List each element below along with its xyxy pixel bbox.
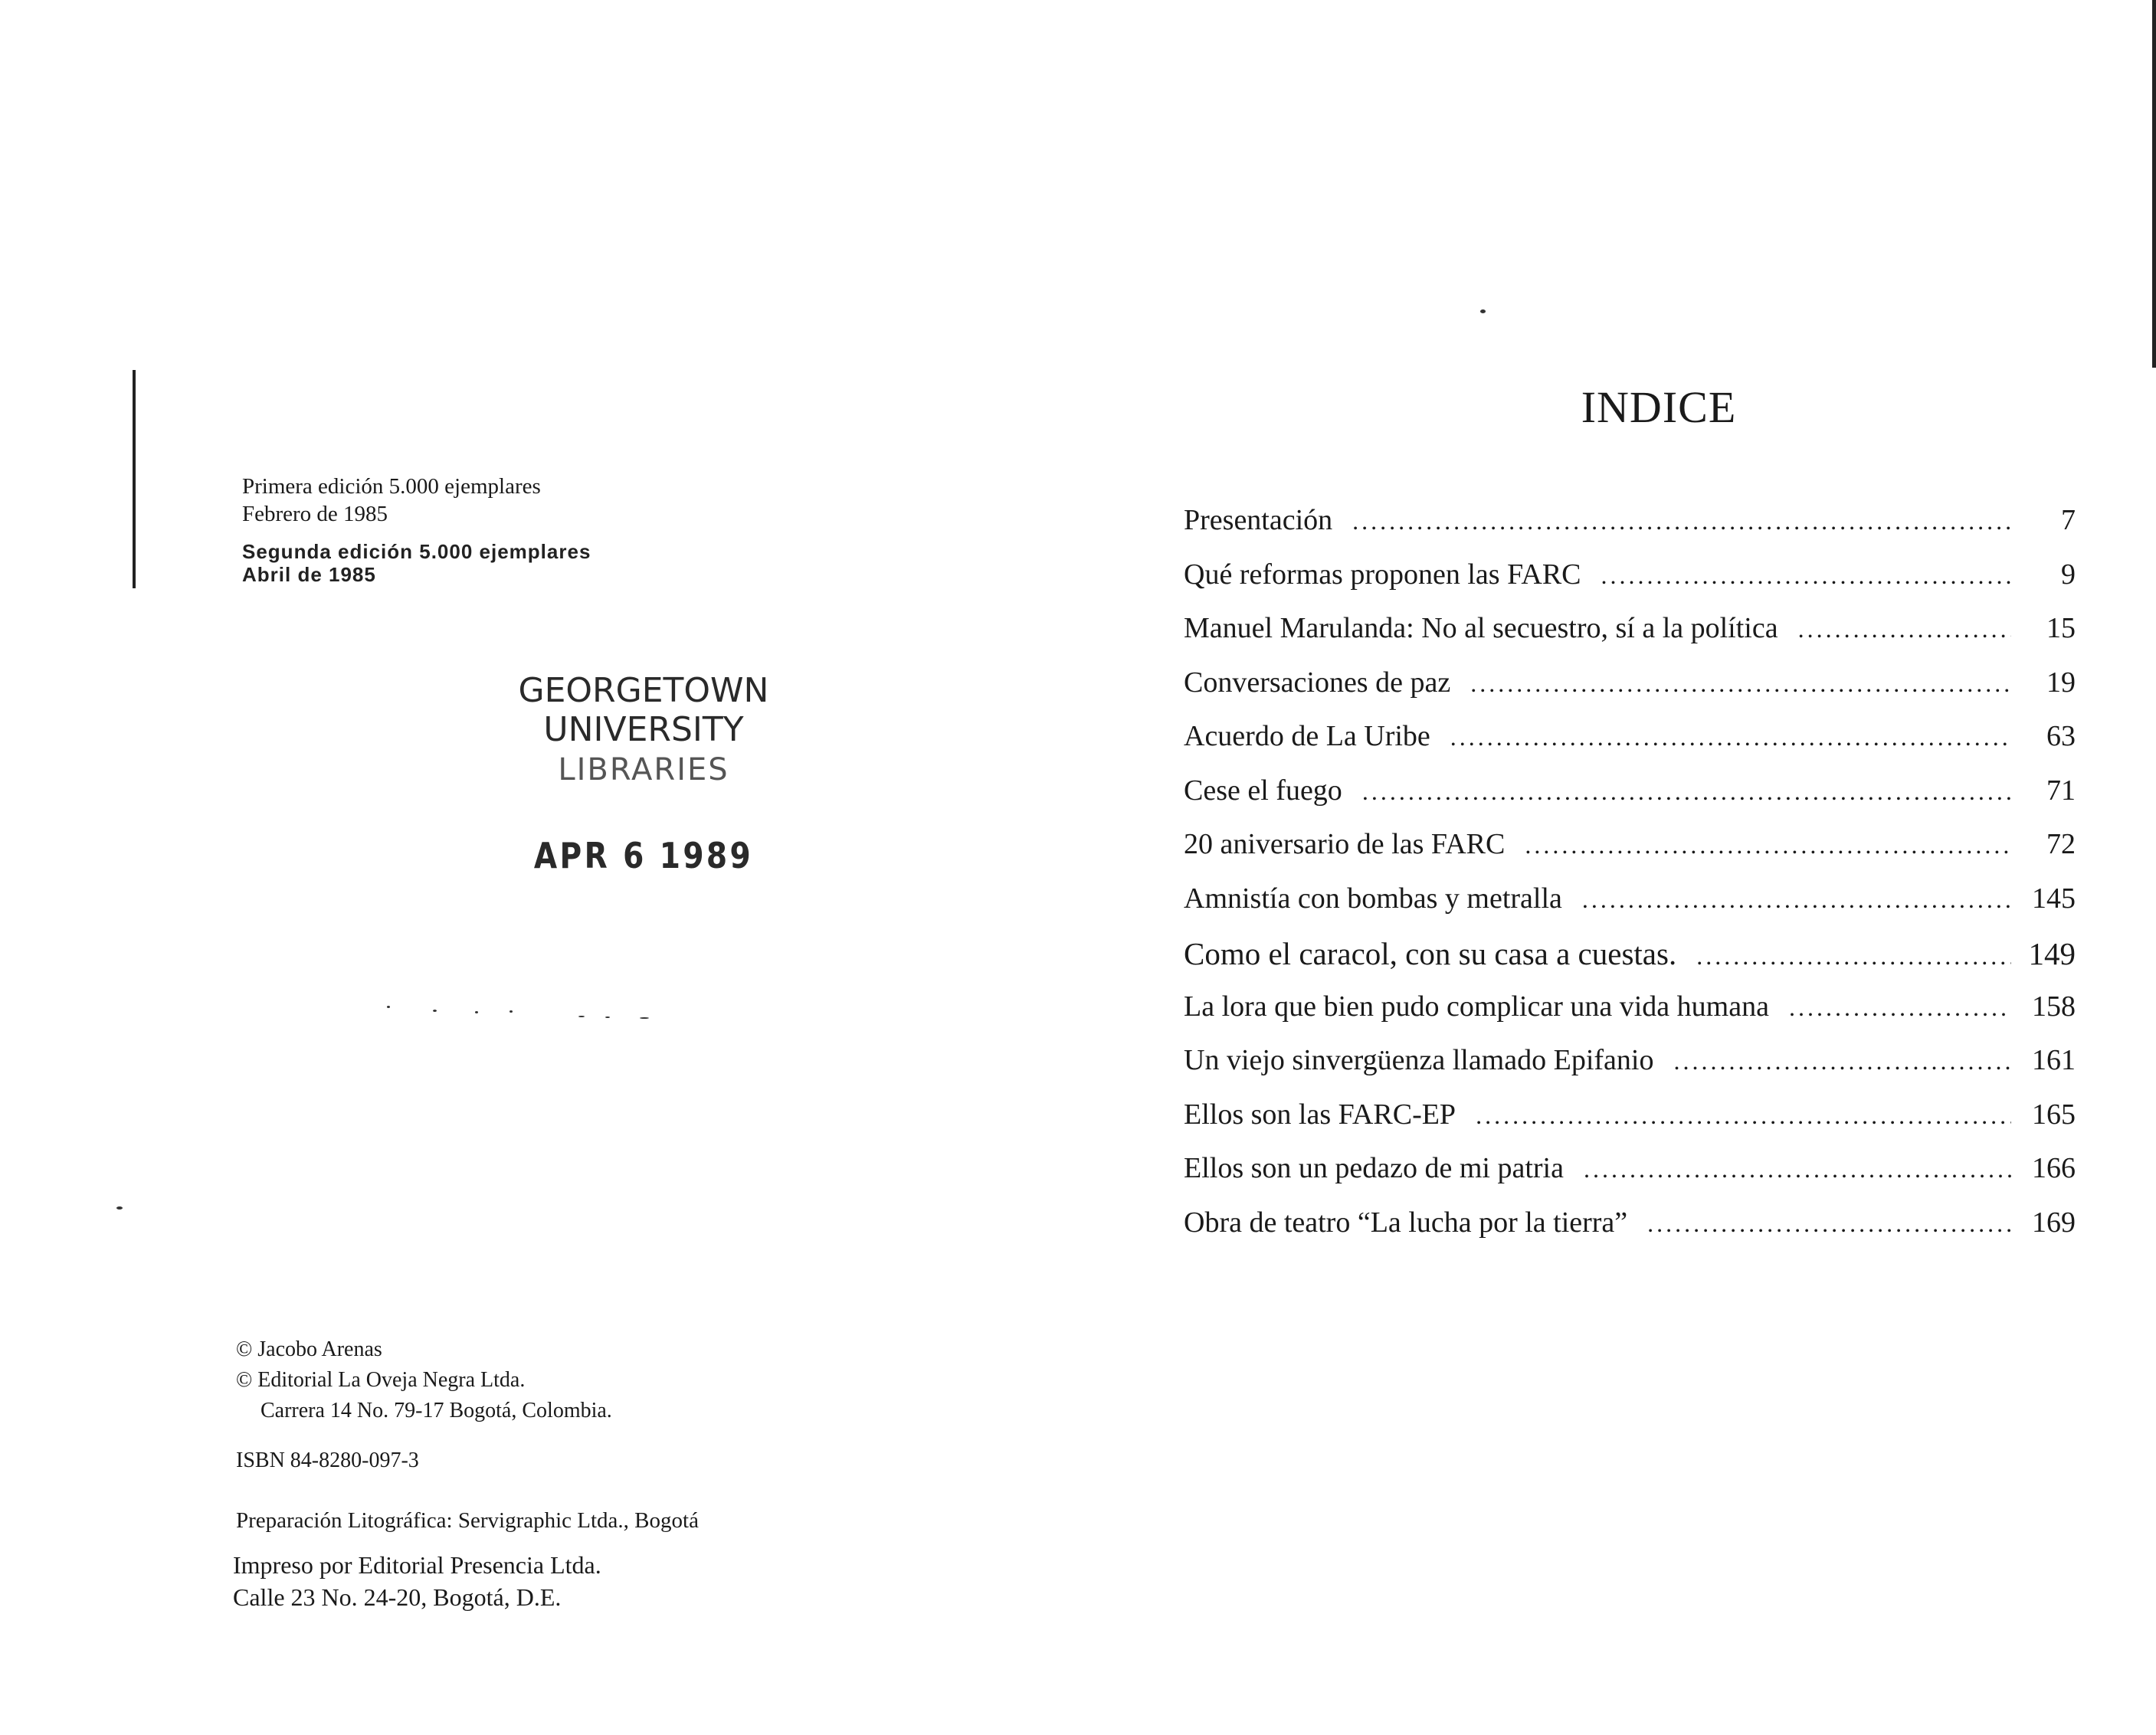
toc-leader-dots (1601, 561, 2011, 590)
scan-speck (605, 1016, 610, 1018)
copyright-author: © Jacobo Arenas (236, 1337, 382, 1361)
toc-entry-title: Obra de teatro “La lucha por la tierra” (1184, 1206, 1628, 1239)
toc-entry-title: Ellos son las FARC-EP (1184, 1098, 1456, 1131)
edition-info (242, 473, 591, 586)
toc-entry-title: Conversaciones de paz (1184, 666, 1451, 699)
toc-entry-page: 19 (2046, 666, 2076, 699)
toc-entry-title: Un viejo sinvergüenza llamado Epifanio (1184, 1044, 1654, 1076)
toc-entry[interactable] (1184, 1206, 2076, 1260)
toc-entry[interactable] (1184, 558, 2076, 612)
toc-entry-page: 149 (2028, 936, 2076, 971)
toc-leader-dots (1647, 1210, 2011, 1238)
toc-entry-page: 63 (2046, 720, 2076, 752)
toc-entry-page: 9 (2061, 558, 2076, 591)
toc-entry-page: 166 (2032, 1152, 2076, 1184)
toc-entry-title: Como el caracol, con su casa a cuestas. (1184, 936, 1677, 971)
toc-leader-dots (1450, 723, 2011, 751)
toc-entry-title: Cese el fuego (1184, 774, 1342, 807)
scan-edge-line (133, 370, 136, 588)
toc-entry-title: 20 aniversario de las FARC (1184, 828, 1506, 860)
printer-address: Calle 23 No. 24-20, Bogotá, D.E. (233, 1583, 562, 1611)
toc-entry[interactable] (1184, 827, 2076, 882)
stamp-line-1: GEORGETOWN UNIVERSITY (518, 671, 769, 749)
toc-entry-title: Manuel Marulanda: No al secuestro, sí a la política (1184, 612, 1778, 644)
toc-entry-page: 169 (2032, 1206, 2076, 1239)
scan-speck (387, 1006, 390, 1008)
stamp-date: APR 6 1989 (533, 835, 754, 876)
copyright-block (236, 1334, 612, 1426)
library-stamp (414, 671, 873, 876)
toc-entry-page: 145 (2032, 882, 2076, 915)
toc-entry-title: Qué reformas proponen las FARC (1184, 558, 1581, 591)
scan-speck (578, 1016, 585, 1017)
toc-entry[interactable] (1184, 666, 2076, 720)
toc-leader-dots (1470, 669, 2011, 698)
toc-leader-dots (1476, 1102, 2011, 1130)
toc-entry-page: 71 (2046, 774, 2076, 807)
toc-leader-dots (1584, 1155, 2011, 1183)
lithographic-preparation: Preparación Litográfica: Servigraphic Ltda., Bogotá (236, 1508, 699, 1533)
toc-leader-dots (1789, 994, 2011, 1022)
toc-entry-title: Presentación (1184, 504, 1333, 536)
toc-entry-page: 158 (2032, 990, 2076, 1023)
toc-entry[interactable] (1184, 719, 2076, 774)
toc-entry-page: 72 (2046, 828, 2076, 860)
first-edition: Primera edición 5.000 ejemplares (242, 474, 541, 499)
toc-entry-page: 15 (2046, 612, 2076, 644)
copyright-publisher: © Editorial La Oveja Negra Ltda. (236, 1368, 526, 1392)
toc-entry[interactable] (1184, 1043, 2076, 1098)
toc-entry-page: 165 (2032, 1098, 2076, 1131)
toc-entry-title: Ellos son un pedazo de mi patria (1184, 1152, 1564, 1184)
toc-entry-page: 7 (2061, 504, 2076, 536)
toc-entry[interactable] (1184, 882, 2076, 936)
scan-speck (433, 1010, 437, 1012)
toc-leader-dots (1525, 831, 2011, 859)
printer-block (233, 1549, 601, 1613)
table-of-contents (1184, 503, 2076, 1259)
toc-leader-dots (1362, 777, 2011, 806)
toc-entry[interactable] (1184, 1098, 2076, 1152)
toc-entry[interactable] (1184, 1151, 2076, 1206)
toc-entry[interactable] (1184, 611, 2076, 666)
printer-name: Impreso por Editorial Presencia Ltda. (233, 1551, 601, 1579)
toc-entry[interactable] (1184, 774, 2076, 828)
first-edition-date: Febrero de 1985 (242, 502, 388, 526)
scan-speck (116, 1206, 123, 1210)
scan-speck (1480, 309, 1486, 313)
stamp-line-2: LIBRARIES (558, 752, 729, 787)
isbn: ISBN 84-8280-097-3 (236, 1449, 419, 1472)
toc-leader-dots (1798, 615, 2011, 643)
scan-speck (510, 1010, 513, 1013)
toc-entry-page: 161 (2032, 1044, 2076, 1076)
index-title: INDICE (1581, 382, 1737, 432)
toc-leader-dots (1582, 886, 2011, 914)
toc-entry[interactable] (1184, 503, 2076, 558)
toc-entry-title: Acuerdo de La Uribe (1184, 720, 1430, 752)
right-page (1078, 0, 2156, 1735)
second-edition-date: Abril de 1985 (242, 563, 376, 586)
toc-entry-title: La lora que bien pudo complicar una vida humana (1184, 990, 1769, 1023)
toc-entry-title: Amnistía con bombas y metralla (1184, 882, 1562, 915)
toc-leader-dots (1352, 507, 2011, 535)
toc-entry[interactable] (1184, 990, 2076, 1044)
scan-speck (640, 1017, 649, 1019)
second-edition: Segunda edición 5.000 ejemplares (242, 540, 591, 563)
scan-speck (475, 1011, 478, 1013)
toc-entry[interactable] (1184, 935, 2076, 990)
publisher-address: Carrera 14 No. 79-17 Bogotá, Colombia. (260, 1399, 612, 1422)
scan-edge-line (2152, 0, 2156, 368)
toc-leader-dots (1673, 1047, 2011, 1075)
toc-leader-dots (1696, 942, 2011, 971)
